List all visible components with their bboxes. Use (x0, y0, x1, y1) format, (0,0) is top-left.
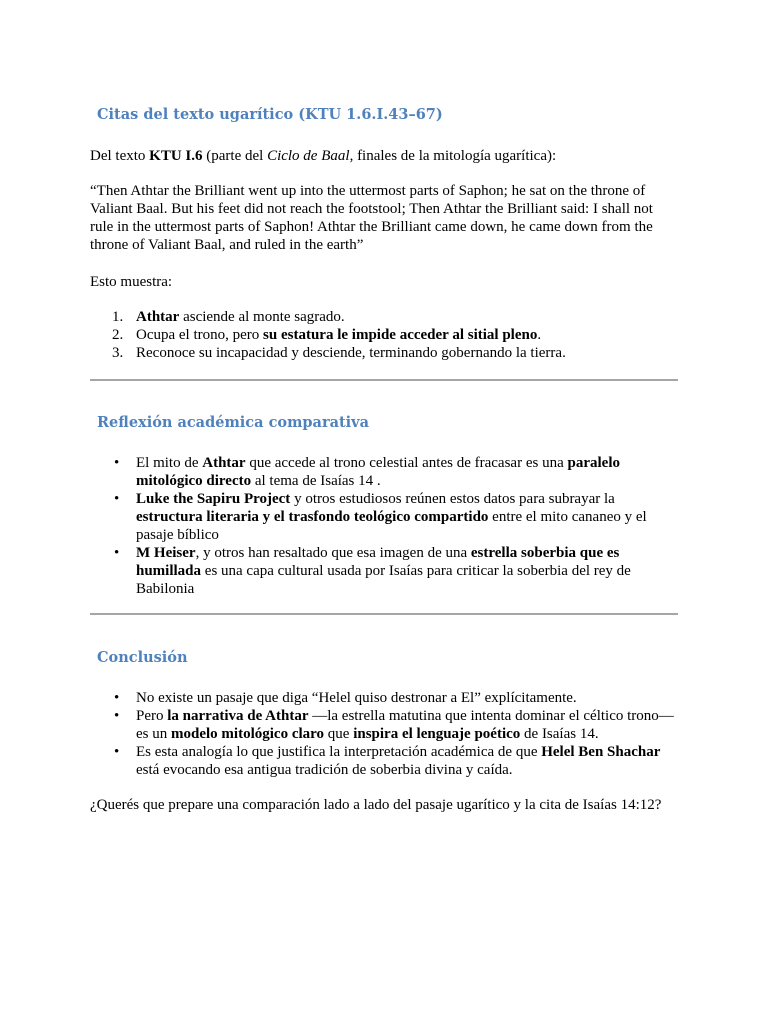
list-item (90, 544, 680, 598)
list-text-bold: modelo mitológico claro (171, 726, 325, 742)
intro-text: (parte del (202, 148, 268, 164)
section-heading-reflexion: Reflexión académica comparativa (97, 414, 370, 431)
list-text: Es esta analogía lo que justifica la interpretación académica de que (136, 744, 542, 760)
list-text-bold: estrella soberbia que es humillada (136, 545, 620, 579)
ordered-list (90, 308, 680, 362)
intro-paragraph (90, 147, 680, 165)
intro-text: , finales de la mitología ugarítica): (349, 148, 557, 164)
bullet-icon: • (114, 545, 120, 561)
ktu-reference: KTU I.6 (149, 148, 203, 164)
list-number: 1. (112, 309, 124, 325)
list-item (90, 308, 680, 326)
horizontal-divider (90, 379, 678, 381)
list-text: que accede al trono celestial antes de fracasar es una (245, 455, 568, 471)
section-heading-citas: Citas del texto ugarítico (KTU 1.6.I.43–67) (97, 106, 443, 123)
list-text: al tema de Isaías 14 . (251, 473, 381, 489)
list-text-bold: Athtar (202, 455, 246, 471)
list-item (90, 344, 680, 362)
list-text: entre el mito cananeo y el pasaje bíblico (136, 509, 647, 543)
list-text-bold: Helel Ben Shachar (541, 744, 661, 760)
list-item (90, 490, 680, 544)
list-text-bold: su estatura le impide acceder al sitial pleno (263, 327, 538, 343)
list-text: está evocando esa antigua tradición de soberbia divina y caída. (136, 762, 513, 778)
list-item (90, 743, 680, 779)
bullet-icon: • (114, 491, 120, 507)
quote-paragraph: “Then Athtar the Brilliant went up into the uttermost parts of Saphon; he sat on the throne of Valiant Baal. But his feet did not reach the footstool; Then Athtar the Brilliant said: I shall not rule in the uttermost parts of Saphon! Athtar the Brilliant came down, he came down from the throne of Valiant Baal, and ruled in the earth” (90, 183, 653, 253)
bullet-icon: • (114, 744, 120, 760)
list-text: asciende al monte sagrado. (179, 309, 345, 325)
bullet-icon: • (114, 690, 120, 706)
list-text-bold: paralelo mitológico directo (136, 455, 620, 489)
list-text: de Isaías 14. (520, 726, 599, 742)
shows-label: Esto muestra: (90, 274, 173, 290)
list-text: , y otros han resaltado que esa imagen de una (195, 545, 471, 561)
list-item (90, 326, 680, 344)
list-text-bold: Athtar (136, 309, 180, 325)
list-item (90, 707, 680, 743)
list-text-bold: M Heiser (136, 545, 196, 561)
list-text: Pero (136, 708, 168, 724)
intro-text: Del texto (90, 148, 150, 164)
list-text: Ocupa el trono, pero (136, 327, 264, 343)
bullet-list (90, 689, 680, 779)
horizontal-divider (90, 613, 678, 615)
section-heading-conclusion: Conclusión (97, 649, 188, 666)
list-text: No existe un pasaje que diga “Helel quiso destronar a El” explícitamente. (136, 690, 577, 706)
list-text: El mito de (136, 455, 203, 471)
list-text: es una capa cultural usada por Isaías para criticar la soberbia del rey de Babilonia (136, 563, 631, 597)
closing-question: ¿Querés que prepare una comparación lado a lado del pasaje ugarítico y la cita de Isaías 14:12? (90, 797, 662, 813)
list-item (90, 454, 680, 490)
cycle-title: Ciclo de Baal (267, 148, 350, 164)
list-text: y otros estudiosos reúnen estos datos para subrayar la (290, 491, 615, 507)
list-text: Reconoce su incapacidad y desciende, terminando gobernando la tierra. (136, 345, 566, 361)
list-text: . (537, 327, 542, 343)
list-text: que (324, 726, 354, 742)
bullet-icon: • (114, 455, 120, 471)
list-number: 2. (112, 327, 124, 343)
list-item (90, 689, 680, 707)
bullet-list (90, 454, 680, 598)
list-text-bold: Luke the Sapiru Project (136, 491, 291, 507)
bullet-icon: • (114, 708, 120, 724)
list-number: 3. (112, 345, 124, 361)
list-text-bold: estructura literaria y el trasfondo teológico compartido (136, 509, 489, 525)
list-text-bold: inspira el lenguaje poético (353, 726, 521, 742)
list-text-bold: la narrativa de Athtar (167, 708, 309, 724)
list-text: —la estrella matutina que intenta dominar el céltico trono— es un (136, 708, 674, 742)
